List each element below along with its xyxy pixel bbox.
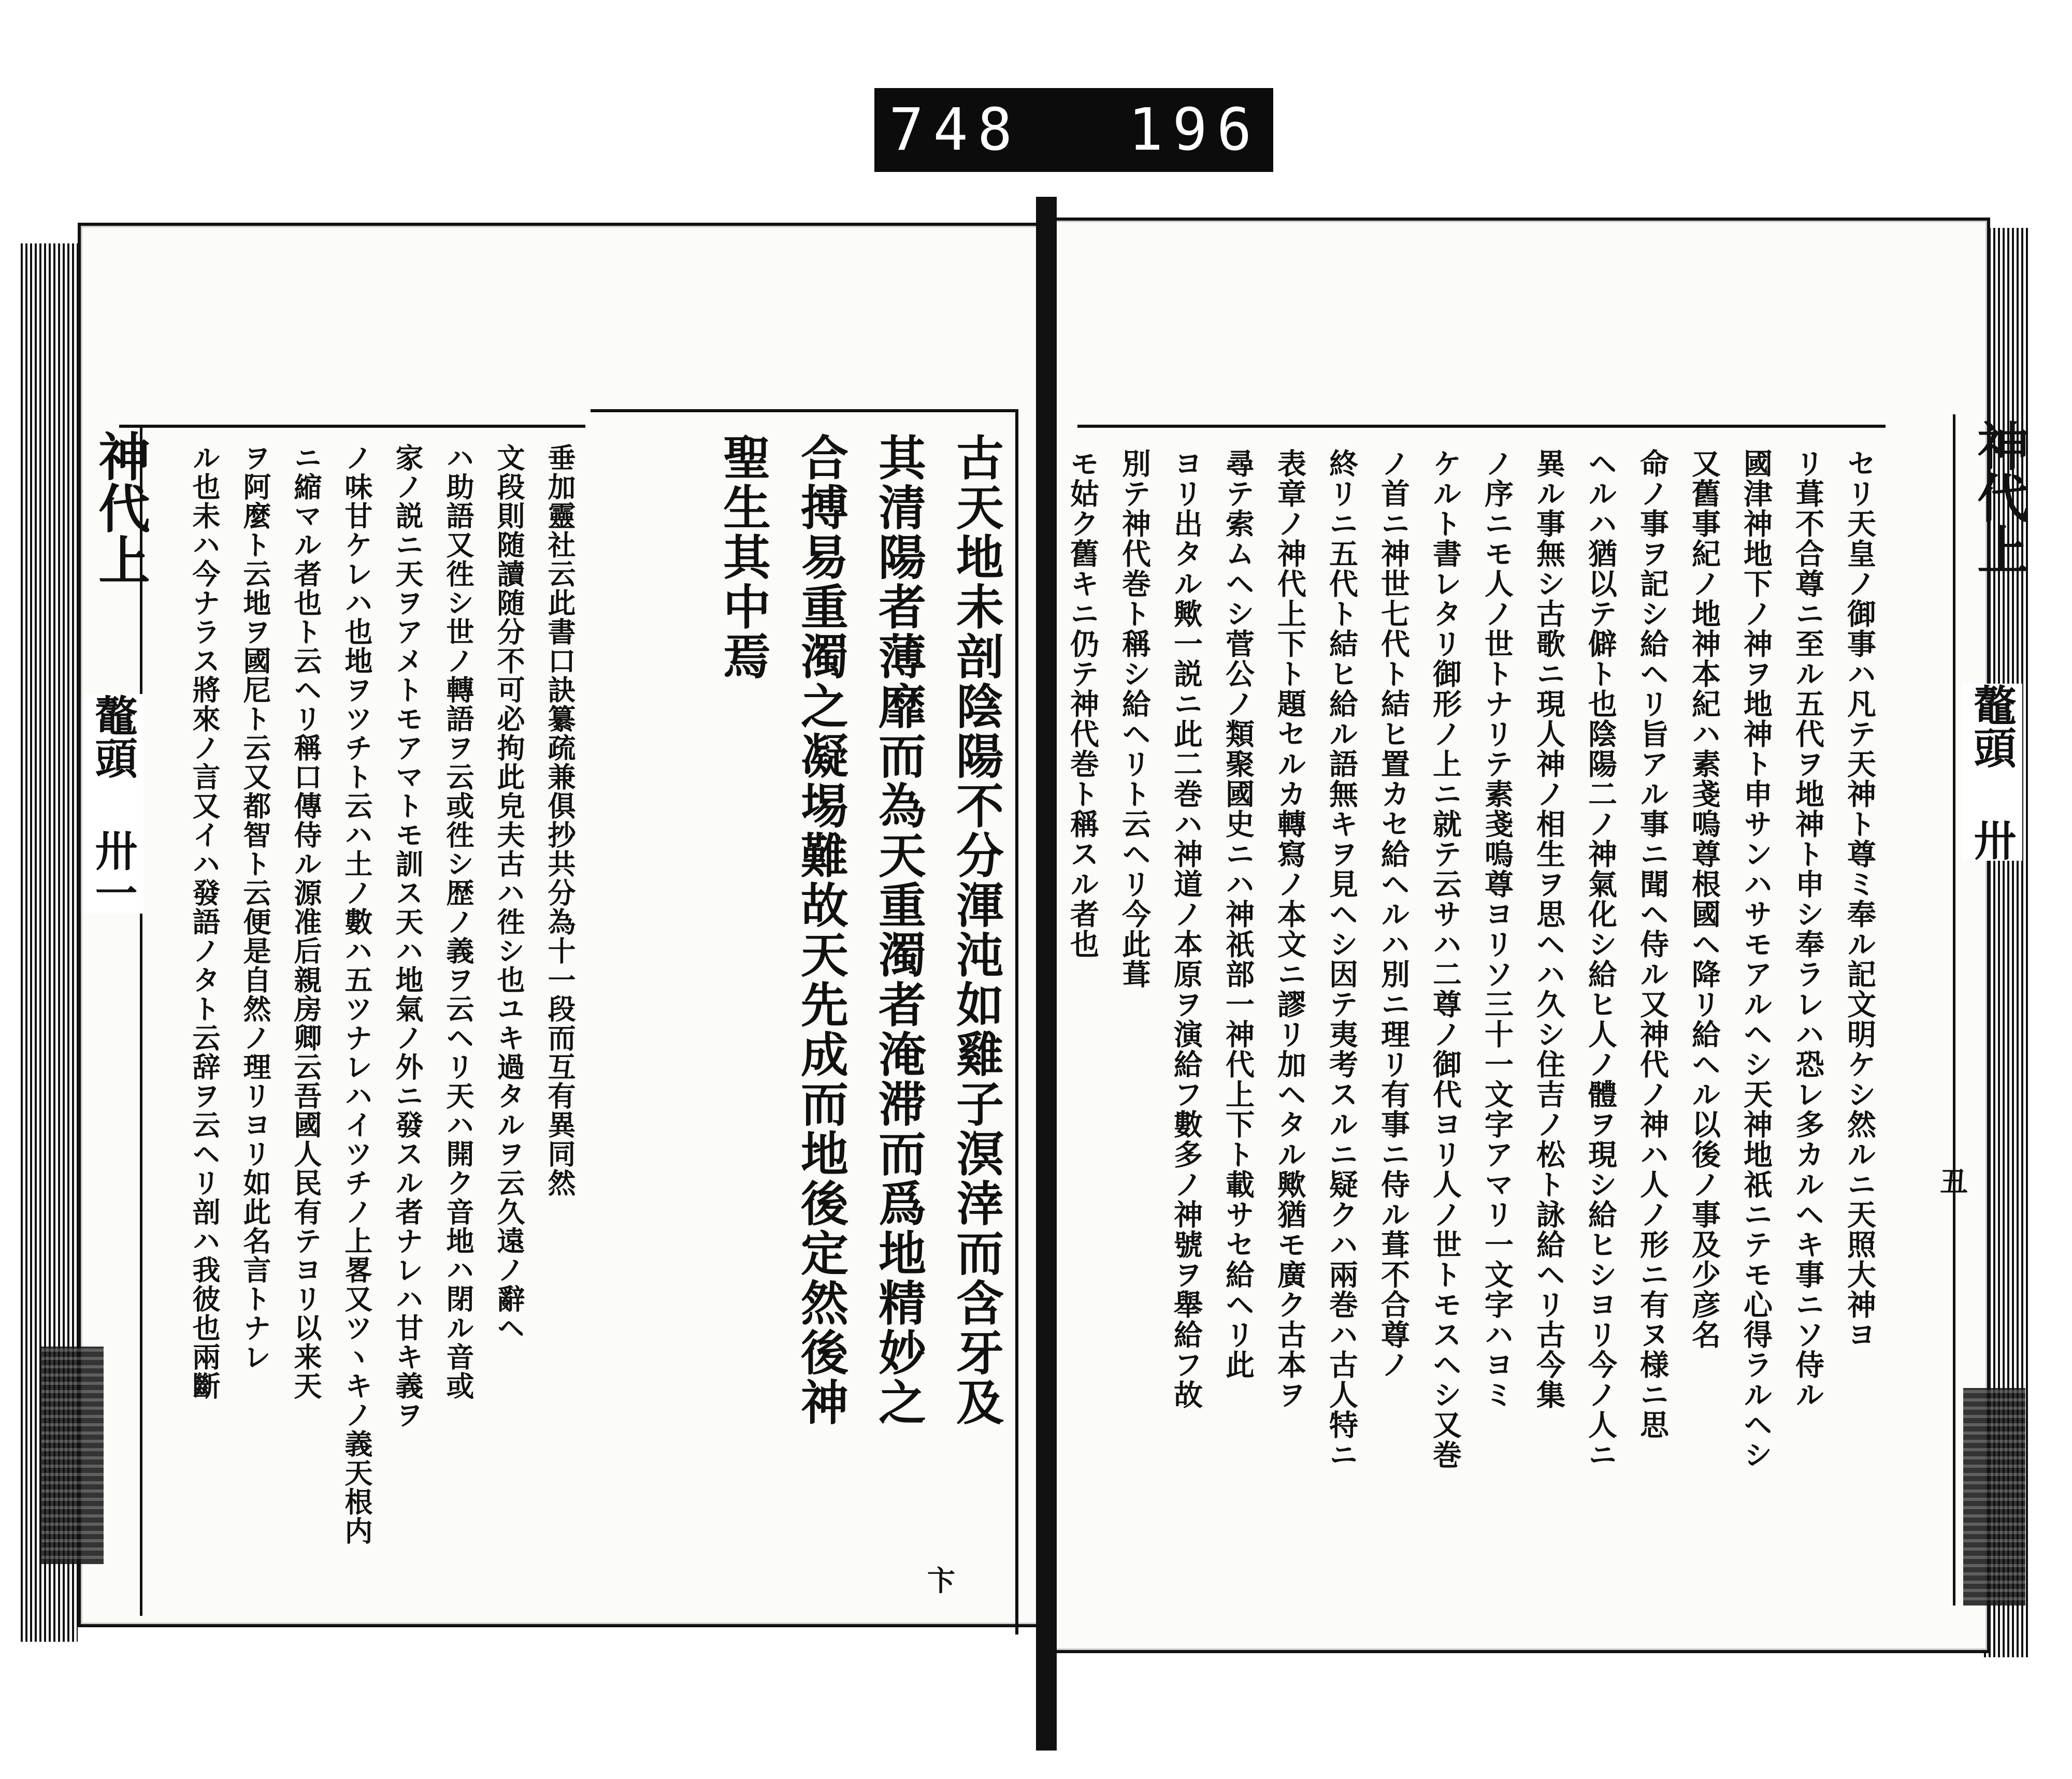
main-text-line: 合搏易重濁之凝埸難故天先成而地後定然後神 [793, 433, 849, 1427]
commentary-line: ル也未ハ今ナラス將來ノ言又イハ發語ノタト云辞ヲ云ヘリ剖ハ我彼也兩斷 [188, 443, 221, 1400]
commentary-line: 家ノ説ニ天ヲアメトモアマトモ訓ス天ハ地氣ノ外ニ發スル者ナレハ甘キ義ヲ [391, 443, 424, 1429]
left-margin-subtitle: 鼇頭 卅一 [83, 694, 143, 914]
commentary-line: ノ味甘ケレハ也地ヲツチト云ハ土ノ數ハ五ツナレハイツチノ上畧又ツヽキノ義天根内 [340, 443, 373, 1545]
label-number-left: 748 [889, 96, 1022, 164]
right-text-line: ヘルハ猶以テ僻ト也陰陽二ノ神氣化シ給ヒ人ノ體ヲ現シ給ヒシヨリ今ノ人ニ [1584, 449, 1618, 1470]
main-text-line: 其清陽者薄靡而為天重濁者淹滞而爲地精妙之 [871, 433, 927, 1427]
main-text-block [591, 409, 1018, 1635]
right-text-line: リ葺不合尊ニ至ル五代ヲ地神ト申シ奉ラレハ恐レ多カルヘキ事ニソ侍ル [1791, 449, 1825, 1410]
right-text-line: 別テ神代巻ト稱シ給ヘリト云ヘリ今此葺 [1117, 449, 1152, 989]
library-seal [1963, 1388, 2025, 1606]
right-text-line: 異ル事無シ古歌ニ現人神ノ相生ヲ思ヘハ久シ住吉ノ松ト詠給ヘリ古今集 [1532, 449, 1566, 1410]
right-text-line: モ姑ク舊キニ仍テ神代巻ト稱スル者也 [1066, 449, 1100, 959]
right-text-line: セリ天皇ノ御事ハ凡テ天神ト尊ミ奉ル記文明ケシ然ルニ天照大神ヨ [1843, 449, 1877, 1350]
label-number-right: 196. [1128, 96, 1305, 164]
right-text-block [1066, 425, 1886, 1619]
right-text-line: 又舊事紀ノ地神本紀ハ素戔嗚尊根國ヘ降リ給ヘル以後ノ事及少彦名 [1687, 449, 1721, 1350]
commentary-line: ニ縮マル者也ト云ヘリ稱口傳侍ル源准后親房卿云吾國人民有テヨリ以来天 [290, 443, 323, 1400]
main-text-line: 聖生其中焉 [715, 433, 771, 682]
library-seal [41, 1347, 104, 1564]
commentary-line: ハ助語又徃シ世ノ轉語ヲ云或徃シ歴ノ義ヲ云ヘリ天ハ開ク音地ハ閉ル音或 [442, 443, 475, 1400]
commentary-line: ヲ阿麼ト云地ヲ國尼ト云又都智ト云便是自然ノ理リヨリ如此名言トナレ [239, 443, 272, 1371]
right-margin-title: 神代上 [1968, 420, 2030, 575]
right-text-line: 國津神地下ノ神ヲ地神ト申サンハサモアルヘシ天神地祇ニテモ心得ラルヘシ [1739, 449, 1773, 1470]
commentary-block [119, 425, 585, 1614]
right-folio-mark: 丑 [1940, 1165, 1968, 1198]
right-text-line: ノ首ニ神世七代ト結ヒ置カセ給ヘルハ別ニ理リ有事ニ侍ル葺不合尊ノ [1376, 449, 1411, 1380]
book-gutter [1036, 197, 1057, 1751]
commentary-line: 文段則随讀随分不可必拘此皃夫古ハ徃シ也ユキ過タルヲ云久遠ノ辭ヘ [493, 443, 526, 1342]
left-folio-mark: 卞 [927, 1564, 955, 1597]
right-text-line: 終リニ五代ト結ヒ給ル語無キヲ見ヘシ因テ夷考スルニ疑クハ兩巻ハ古人特ニ [1325, 449, 1359, 1470]
right-text-line: ケルト書レタリ御形ノ上ニ就テ云サハ二尊ノ御代ヨリ人ノ世トモスヘシ又巻 [1428, 449, 1462, 1470]
right-margin-subtitle: 鼇頭 卅 [1962, 684, 2022, 861]
left-margin-title: 神代上 [90, 430, 151, 585]
right-text-line: 尋テ索ムヘシ菅公ノ類聚國史ニハ神祇部一神代上下ト載サセ給ヘリ此 [1221, 449, 1255, 1380]
right-text-line: ヨリ出タル歟一説ニ此二巻ハ神道ノ本原ヲ演給フ數多ノ神號ヲ舉給フ故 [1169, 449, 1203, 1410]
accession-label [874, 88, 1305, 172]
main-text-line: 古天地未剖陰陽不分渾沌如雞子溟涬而含牙及 [948, 433, 1004, 1427]
right-text-line: ノ序ニモ人ノ世トナリテ素戔嗚尊ヨリソ三十一文字アマリ一文字ハヨミ [1480, 449, 1514, 1410]
commentary-line: 垂加靈社云此書口訣纂疏兼俱抄共分為十一段而互有異同然 [543, 443, 577, 1197]
right-text-line: 命ノ事ヲ記シ給ヘリ旨アル事ニ聞ヘ侍ル又神代ノ神ハ人ノ形ニ有ヌ様ニ思 [1635, 449, 1670, 1440]
right-text-line: 表章ノ神代上下ト題セルカ轉寫ノ本文ニ謬リ加ヘタル歟猶モ廣ク古本ヲ [1273, 449, 1307, 1410]
